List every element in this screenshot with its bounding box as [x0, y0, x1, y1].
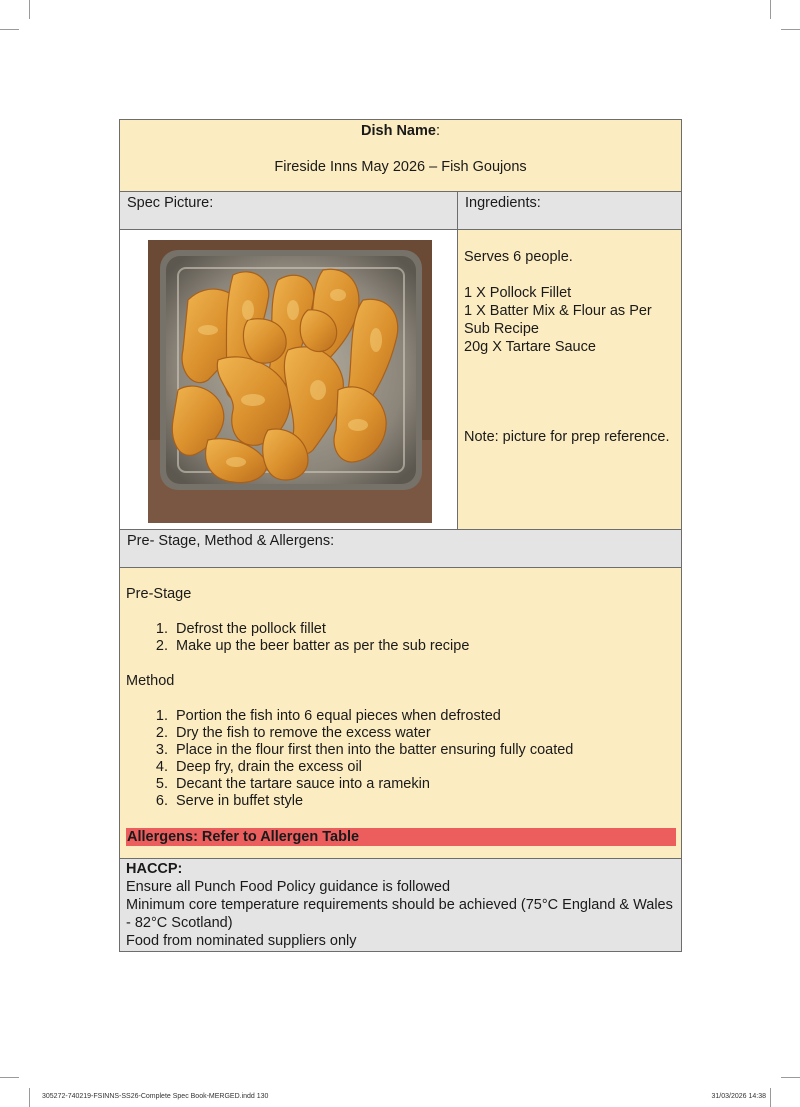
method-step: 1. Portion the fish into 6 equal pieces when defrosted: [172, 708, 676, 725]
allergens-banner: Allergens: Refer to Allergen Table: [126, 828, 676, 846]
dish-name-label: Dish Name: [361, 123, 436, 139]
spec-table: [119, 119, 682, 952]
method-list: [126, 708, 676, 810]
haccp-cell: [120, 859, 682, 952]
method-title: Method: [126, 673, 175, 689]
footer-date: 31/03/2026 14:38: [711, 1093, 766, 1100]
crop-mark: [770, 0, 771, 19]
method-step: 4. Deep fry, drain the excess oil: [172, 759, 676, 776]
method-step: 2. Dry the fish to remove the excess water: [172, 725, 676, 742]
dish-name-colon: :: [435, 123, 440, 139]
spacer: [464, 356, 675, 428]
fish-goujons-photo: [148, 240, 432, 523]
pre-stage-list: [126, 621, 676, 655]
spec-picture-header: Spec Picture:: [120, 192, 458, 230]
crop-mark: [29, 0, 30, 19]
crop-mark: [0, 29, 19, 30]
fish-goujons-image: [148, 240, 432, 523]
ingredient-item: 20g X Tartare Sauce: [464, 339, 596, 355]
crop-mark: [0, 1077, 19, 1078]
crop-mark: [781, 1077, 800, 1078]
pre-stage-step: 2. Make up the beer batter as per the sub recipe: [172, 638, 676, 655]
ingredients-cell: [458, 230, 682, 530]
crop-mark: [770, 1088, 771, 1107]
haccp-line: Ensure all Punch Food Policy guidance is followed: [126, 879, 451, 895]
dish-name: Fireside Inns May 2026 – Fish Goujons: [274, 159, 527, 175]
dish-name-heading: [120, 122, 681, 140]
haccp-title: HACCP:: [126, 861, 183, 877]
ingredient-item: 1 X Pollock Fillet: [464, 285, 572, 301]
spec-picture-cell: [120, 230, 458, 530]
serves-text: Serves 6 people.: [464, 249, 573, 265]
ingredients-header: Ingredients:: [458, 192, 682, 230]
method-step: 5. Decant the tartare sauce into a ramekin: [172, 776, 676, 793]
method-step: 3. Place in the flour first then into the batter ensuring fully coated: [172, 742, 676, 759]
haccp-line: Minimum core temperature requirements should be achieved (75°C England & Wales - 82°C Scotland): [126, 897, 673, 931]
ingredient-item: 1 X Batter Mix & Flour as Per Sub Recipe: [464, 303, 652, 337]
crop-mark: [781, 29, 800, 30]
crop-mark: [29, 1088, 30, 1107]
spacer: [464, 266, 675, 284]
method-allergens-header: Pre- Stage, Method & Allergens:: [120, 530, 682, 568]
prep-note: Note: picture for prep reference.: [464, 429, 670, 445]
haccp-line: Food from nominated suppliers only: [126, 933, 357, 949]
pre-stage-title: Pre-Stage: [126, 586, 192, 602]
footer-file-info: 305272-740219-FSINNS-SS26-Complete Spec Book-MERGED.indd 130: [42, 1093, 269, 1100]
dish-name-cell: [120, 120, 682, 192]
method-step: 6. Serve in buffet style: [172, 793, 676, 810]
method-cell: [120, 568, 682, 859]
pre-stage-step: 1. Defrost the pollock fillet: [172, 621, 676, 638]
